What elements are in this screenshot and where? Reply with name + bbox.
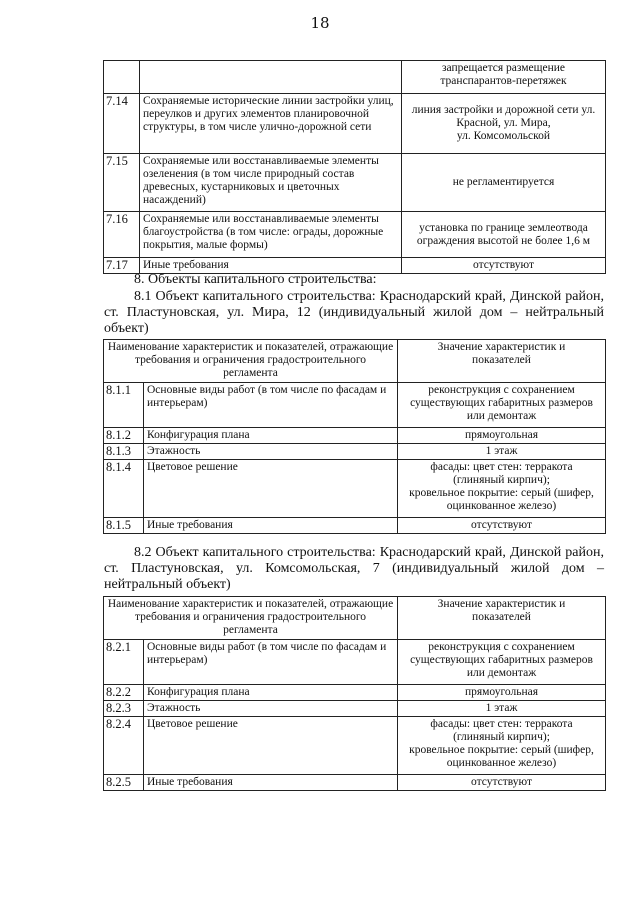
- row-value: установка по границе землеотвода ограждения высотой не более 1,6 м: [402, 212, 606, 258]
- row-number: 8.1.4: [104, 460, 144, 518]
- table-row: [104, 61, 606, 94]
- object-table-8-2: [103, 596, 606, 791]
- table-row: [104, 154, 606, 212]
- row-number: 8.1.2: [104, 428, 144, 444]
- row-number: 8.2.4: [104, 717, 144, 775]
- row-number: [104, 61, 140, 94]
- row-number: 7.17: [104, 258, 140, 274]
- table-row: [104, 518, 606, 534]
- row-number: 8.2.2: [104, 685, 144, 701]
- row-value: отсутствуют: [398, 518, 606, 534]
- row-number: 8.2.1: [104, 640, 144, 685]
- table-row: [104, 717, 606, 775]
- row-value: прямоугольная: [398, 685, 606, 701]
- row-value: 1 этаж: [398, 444, 606, 460]
- row-number: 8.1.3: [104, 444, 144, 460]
- row-number: 8.1.5: [104, 518, 144, 534]
- row-number: 7.16: [104, 212, 140, 258]
- table-header-row: [104, 597, 606, 640]
- object-description-8-1: 8.1 Объект капитального строительства: Краснодарский край, Динской район, ст. Пластуновская, ул. Мира, 12 (индивидуальный жилой дом – нейтральный объект): [104, 289, 604, 336]
- table-row: [104, 460, 606, 518]
- header-name: Наименование характеристик и показателей, отражающие требования и ограничения градостроительного регламента: [104, 597, 398, 640]
- row-name: Этажность: [144, 444, 398, 460]
- header-value: Значение характеристик и показателей: [398, 597, 606, 640]
- object-table-8-1: [103, 339, 606, 534]
- row-value: отсутствуют: [402, 258, 606, 274]
- row-number: 8.2.3: [104, 701, 144, 717]
- row-value: фасады: цвет стен: терракота (глиняный кирпич); кровельное покрытие: серый (шифер, оцинкованное железо): [398, 460, 606, 518]
- row-name: Конфигурация плана: [144, 685, 398, 701]
- row-name: Иные требования: [140, 258, 402, 274]
- row-name: Этажность: [144, 701, 398, 717]
- row-number: 7.15: [104, 154, 140, 212]
- section-heading: 8. Объекты капитального строительства:: [134, 272, 377, 287]
- row-value: реконструкция с сохранением существующих габаритных размеров или демонтаж: [398, 640, 606, 685]
- object-description-8-2: 8.2 Объект капитального строительства: Краснодарский край, Динской район, ст. Пластуновская, ул. Комсомольская, 7 (индивидуальный жилой дом – нейтральный объект): [104, 545, 604, 592]
- row-name: Основные виды работ (в том числе по фасадам и интерьерам): [144, 640, 398, 685]
- row-value: запрещается размещение транспарантов-перетяжек: [402, 61, 606, 94]
- header-value: Значение характеристик и показателей: [398, 340, 606, 383]
- table-row: [104, 212, 606, 258]
- row-number: 8.2.5: [104, 775, 144, 791]
- row-value: прямоугольная: [398, 428, 606, 444]
- row-value: не регламентируется: [402, 154, 606, 212]
- table-row: [104, 383, 606, 428]
- row-value: отсутствуют: [398, 775, 606, 791]
- row-number: 8.1.1: [104, 383, 144, 428]
- row-name: Цветовое решение: [144, 460, 398, 518]
- row-name: Конфигурация плана: [144, 428, 398, 444]
- row-name: Сохраняемые или восстанавливаемые элементы благоустройства (в том числе: ограды, дорожные покрытия, малые формы): [140, 212, 402, 258]
- table-row: [104, 640, 606, 685]
- row-name: Основные виды работ (в том числе по фасадам и интерьерам): [144, 383, 398, 428]
- row-value: линия застройки и дорожной сети ул. Красной, ул. Мира, ул. Комсомольской: [402, 94, 606, 154]
- row-value: фасады: цвет стен: терракота (глиняный кирпич); кровельное покрытие: серый (шифер, оцинкованное железо): [398, 717, 606, 775]
- requirements-table-7: [103, 60, 606, 274]
- row-value: 1 этаж: [398, 701, 606, 717]
- row-name: Иные требования: [144, 518, 398, 534]
- table-row: [104, 775, 606, 791]
- row-name: [140, 61, 402, 94]
- row-name: Сохраняемые исторические линии застройки улиц, переулков и других элементов планировочной структуры, в том числе улично-дорожной сети: [140, 94, 402, 154]
- row-name: Цветовое решение: [144, 717, 398, 775]
- page-number: 18: [310, 14, 330, 32]
- row-number: 7.14: [104, 94, 140, 154]
- table-row: [104, 685, 606, 701]
- row-name: Сохраняемые или восстанавливаемые элементы озеленения (в том числе природный состав древесных, кустарниковых и цветочных насаждений): [140, 154, 402, 212]
- table-header-row: [104, 340, 606, 383]
- row-name: Иные требования: [144, 775, 398, 791]
- table-row: [104, 428, 606, 444]
- header-name: Наименование характеристик и показателей, отражающие требования и ограничения градостроительного регламента: [104, 340, 398, 383]
- row-value: реконструкция с сохранением существующих габаритных размеров или демонтаж: [398, 383, 606, 428]
- table-row: [104, 701, 606, 717]
- table-row: [104, 94, 606, 154]
- table-row: [104, 444, 606, 460]
